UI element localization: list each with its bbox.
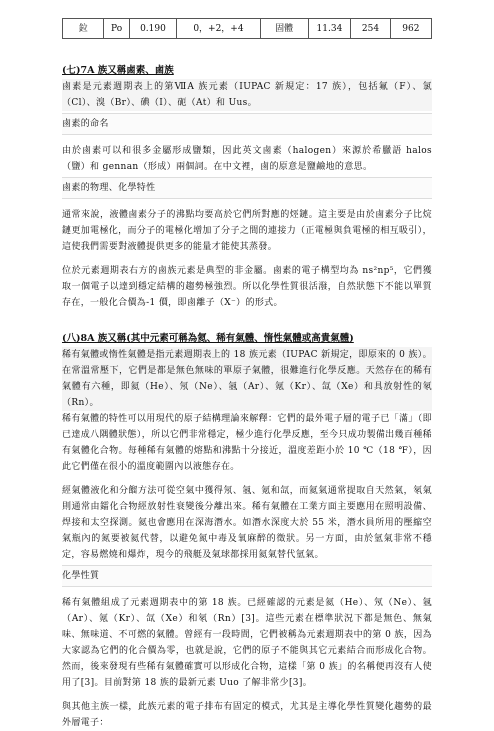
document-page [62,18,432,731]
halogen-properties-text-2: 位於元素週期表右方的鹵族元素是典型的非金屬。鹵素的電子構型均為 ns²np⁵，它們獲取一個電子以達到穩定結構的趨勢極強烈。所以化學性質很活潑，自然狀態下不能以單質存在，一般化合價為-1 價，即鹵離子（X⁻）的形式。 [62,266,432,308]
halogen-intro: 鹵素是元素週期表上的第ⅦA 族元素（IUPAC 新規定：17 族），包括氟（F）、氯（Cl）、溴（Br）、碘（I）、砈（At）和 Uus。 [62,79,432,111]
table-cell-melting-point: 254 [351,19,391,39]
halogen-properties-title: 鹵素的物理、化學特性 [62,177,432,199]
table-cell-boiling-point: 962 [390,19,431,39]
table-row [63,19,432,39]
noble-gas-electron-text: 與其他主族一樣，此族元素的電子排布有固定的模式，尤其是主導化學性質變化趨勢的最外層電子： [62,702,432,728]
noble-gas-chemistry-text: 稀有氣體組成了元素週期表中的第 18 族。已經確認的元素是氦（He）、氖（Ne）、氬（Ar）、氪（Kr）、氙（Xe）和氡（Rn）[3]。這些元素在標準狀況下都是無色、無氣味、無味道、不可燃的氣體。曾經有一段時間，它們被稱為元素週期表中的第 0 族，因為大家認為它們的化合價為零，也就是說，它們的原子不能與其它元素結合而形成化合物。然而，後來發現有些稀有氣體確實可以形成化合物，這樣「第 0 族」的名稱便再沒有人使用了[3]。目前對第 18 族的最新元素 Uuo 了解非常少[3]。 [62,598,432,688]
table-cell-density: 11.34 [308,19,351,39]
section-heading-noble-gases: (八)8A 族又稱(其中元素可稱為氦、稀有氣體、惰性氣體或高貴氣體) [62,333,354,344]
halogen-naming-text: 由於鹵素可以和很多金屬形成鹽類，因此英文鹵素（halogen）來源於希臘語 halos（鹽）和 gennan（形成）兩個詞。在中文裡，鹵的原意是鹽鹼地的意思。 [62,146,432,172]
table-cell-radius: 0.190 [129,19,177,39]
halogen-properties-text-1: 通常來說，液體鹵素分子的沸點均要高於它們所對應的烴鏈。這主要是由於鹵素分子比烷鏈更加電極化，而分子的電極化增加了分子之間的連接力（正電極與負電極的相互吸引），這使我們需要對液體提供更多的能量才能使其蒸發。 [62,210,432,252]
element-table [62,18,432,39]
table-cell-state: 固體 [260,19,308,39]
noble-gas-intro: 稀有氣體或惰性氣體是指元素週期表上的 18 族元素（IUPAC 新規定，即原來的 0 族）。在常溫常壓下，它們是都是無色無味的單原子氣體，很難進行化學反應。天然存在的稀有氣體有六種，即氦（He）、氖（Ne）、氬（Ar）、氪（Kr）、氙（Xe）和具放射性的氡（Rn）。 [62,347,432,411]
noble-gas-chemistry-title: 化學性質 [62,565,432,587]
noble-gas-uses-text: 經氣體液化和分餾方法可從空氣中獲得氖、氬、氪和氙，而氦氣通常提取自天然氣，氡氣則通常由鐳化合物經放射性衰變後分離出來。稀有氣體在工業方面主要應用在照明設備、焊接和太空探測。氦也會應用在深海潛水。如潛水深度大於 55 米，潛水員所用的壓縮空氣瓶內的氮要被氦代替，以避免氮中毒及氧麻醉的徵狀。另一方面，由於氫氣非常不穩定，容易燃燒和爆炸，現今的飛艇及氣球都採用氦氣替代氫氣。 [62,486,432,560]
halogen-naming-title: 鹵素的命名 [62,113,432,135]
noble-gas-structure-text: 稀有氣體的特性可以用現代的原子結構理論來解釋：它們的最外電子層的電子已「滿」（即已達成八隅體狀態），所以它們非常穩定，極少進行化學反應，至今只成功製備出幾百種稀有氣體化合物。每種稀有氣體的熔點和沸點十分接近，溫度差距小於 10 ℃（18 ℉），因此它們僅在很小的溫度範圍內以液態存在。 [62,414,432,472]
table-cell-symbol: Po [104,19,129,39]
table-cell-valence: 0，+2，+4 [177,19,260,39]
table-cell-name: 鉝 [63,19,104,39]
section-heading-halogens: (七)7A 族又稱鹵素、鹵族 [62,65,174,76]
